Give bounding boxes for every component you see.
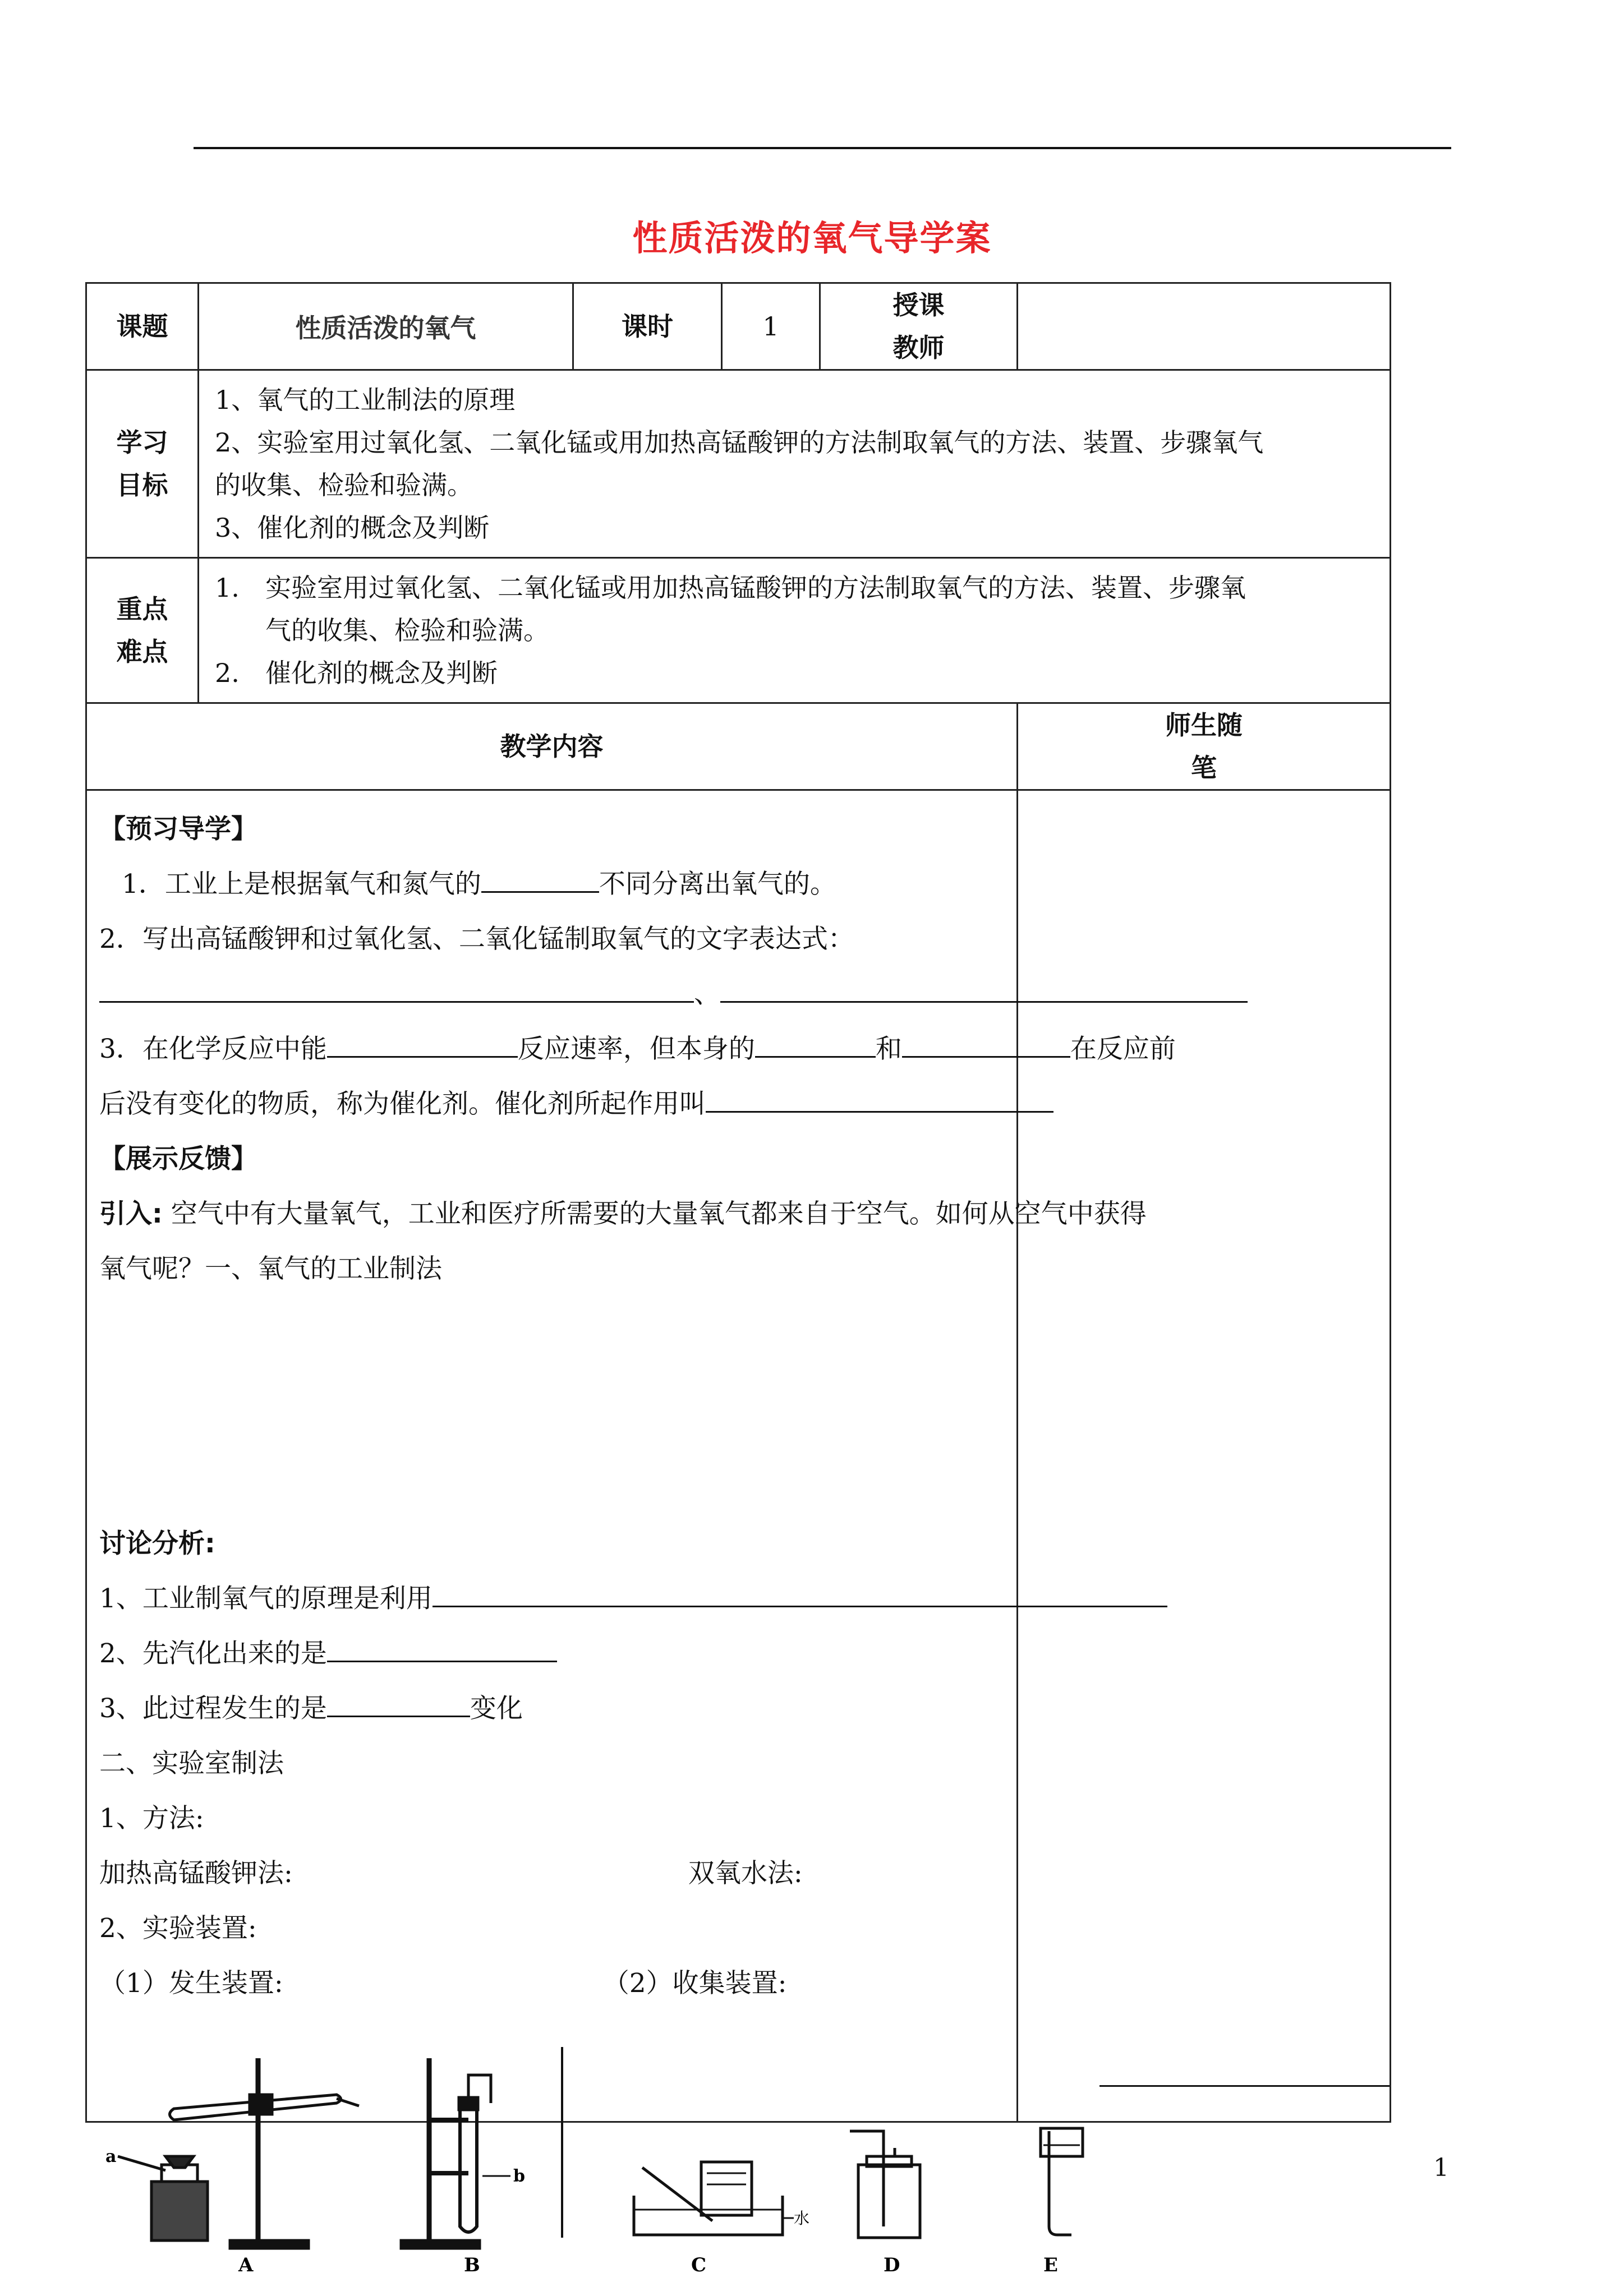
discuss-item-3 bbox=[99, 1681, 1003, 1736]
method-kmno4: 加热高锰酸钾法: bbox=[99, 1858, 293, 1889]
question-2: 2．写出高锰酸钾和过氧化氢、二氧化锰制取氧气的文字表达式： bbox=[99, 924, 854, 955]
apparatus-d bbox=[850, 2131, 920, 2238]
label-water: 水 bbox=[794, 2209, 810, 2228]
separator: 、 bbox=[694, 979, 720, 1009]
key-points-label-line2: 难点 bbox=[116, 637, 168, 667]
teacher-label bbox=[820, 283, 1018, 370]
notes-label-line1: 师生随 bbox=[1165, 710, 1243, 740]
document-title: 性质活泼的氧气导学案 bbox=[632, 218, 992, 259]
methods-row bbox=[99, 1846, 1003, 1901]
period-value: 1 bbox=[722, 283, 820, 370]
goal-item: 1、氧气的工业制法的原理 bbox=[215, 385, 516, 415]
question-3-part-d: 在反应前 bbox=[1070, 1034, 1176, 1064]
question-3-line2-text: 后没有变化的物质，称为催化剂。催化剂所起作用叫 bbox=[99, 1089, 706, 1119]
answer-blank[interactable] bbox=[481, 869, 599, 893]
teacher-label-line1: 授课 bbox=[892, 290, 945, 320]
teacher-value bbox=[1018, 283, 1391, 370]
label-b: b bbox=[513, 2166, 525, 2186]
teacher-label-line2: 教师 bbox=[892, 333, 945, 363]
caption-b: B bbox=[464, 2254, 480, 2276]
key-points-row bbox=[86, 558, 1391, 703]
content-row bbox=[86, 790, 1391, 2122]
intro-text: 空气中有大量氧气，工业和医疗所需要的大量氧气都来自于空气。如何从空气中获得 bbox=[162, 1198, 1147, 1229]
key-points-list bbox=[199, 558, 1391, 703]
key-points-label-line1: 重点 bbox=[116, 594, 168, 624]
answer-blank[interactable] bbox=[327, 1638, 557, 1662]
intro-paragraph bbox=[99, 1187, 1147, 1242]
lesson-plan-table bbox=[85, 282, 1391, 2123]
discuss-item-1-text: 1、工业制氧气的原理是利用 bbox=[99, 1583, 433, 1614]
caption-a: A bbox=[238, 2254, 254, 2276]
answer-blank[interactable] bbox=[720, 979, 1248, 1003]
question-3-part-c: 和 bbox=[875, 1034, 902, 1064]
apparatus-a bbox=[118, 2058, 359, 2248]
question-1 bbox=[99, 857, 1003, 912]
question-3-line2 bbox=[99, 1077, 1003, 1132]
apparatus-figure bbox=[95, 2041, 1161, 2277]
topic-label: 课题 bbox=[86, 283, 199, 370]
answer-blank[interactable] bbox=[327, 1693, 470, 1717]
teaching-content bbox=[86, 790, 1176, 2122]
key-point-text: 催化剂的概念及判断 bbox=[265, 658, 498, 688]
blank-space bbox=[99, 1297, 1003, 1516]
discuss-item-2-text: 2、先汽化出来的是 bbox=[99, 1638, 327, 1669]
notes-label bbox=[1018, 703, 1391, 790]
topic-value: 性质活泼的氧气 bbox=[199, 283, 573, 370]
answer-blank[interactable] bbox=[902, 1034, 1070, 1058]
method-heading: 1、方法: bbox=[99, 1803, 204, 1834]
intro-label: 引入: bbox=[99, 1198, 163, 1229]
header-row bbox=[86, 283, 1391, 370]
answer-blank[interactable] bbox=[327, 1034, 518, 1058]
generator-label: （1）发生装置: bbox=[99, 1968, 283, 1999]
caption-c: C bbox=[691, 2254, 707, 2276]
goals-label bbox=[86, 370, 199, 558]
apparatus-heading: 2、实验装置: bbox=[99, 1913, 257, 1944]
apparatus-b bbox=[401, 2058, 510, 2248]
discuss-item-1 bbox=[99, 1571, 1003, 1626]
key-point-item bbox=[215, 566, 1376, 609]
key-point-number: 1. bbox=[215, 573, 240, 603]
discuss-item-2 bbox=[99, 1626, 1003, 1681]
intro-line2: 氧气呢？一、氧气的工业制法 bbox=[99, 1253, 442, 1284]
page-number: 1 bbox=[1433, 2154, 1449, 2182]
key-point-continuation: 气的收集、检验和验满。 bbox=[265, 615, 549, 646]
goals-label-line1: 学习 bbox=[116, 427, 168, 458]
key-point-item bbox=[215, 652, 1376, 694]
preview-heading: 【预习导学】 bbox=[99, 814, 257, 845]
label-a: a bbox=[105, 2147, 117, 2166]
goals-row bbox=[86, 370, 1391, 558]
question-3-part-b: 反应速率，但本身的 bbox=[517, 1034, 755, 1064]
apparatus-row bbox=[99, 1956, 1003, 2011]
goal-item: 的收集、检验和验满。 bbox=[215, 470, 473, 500]
question-1-tail: 不同分离出氧气的。 bbox=[599, 869, 836, 900]
question-2-answers bbox=[99, 967, 1003, 1022]
question-1-text: 1．工业上是根据氧气和氮气的 bbox=[122, 869, 481, 900]
key-point-number: 2. bbox=[215, 658, 240, 688]
goal-item: 2、实验室用过氧化氢、二氧化锰或用加热高锰酸钾的方法制取氧气的方法、装置、步骤氧气 bbox=[215, 427, 1264, 458]
caption-e: E bbox=[1043, 2254, 1058, 2276]
method-h2o2: 双氧水法: bbox=[688, 1858, 803, 1889]
question-3 bbox=[99, 1022, 1176, 1077]
goals-list bbox=[199, 370, 1391, 558]
discuss-item-3-tail: 变化 bbox=[470, 1693, 523, 1724]
discuss-heading: 讨论分析: bbox=[99, 1528, 215, 1559]
discuss-item-3-text: 3、此过程发生的是 bbox=[99, 1693, 327, 1724]
lab-heading: 二、实验室制法 bbox=[99, 1748, 284, 1779]
apparatus-c bbox=[634, 2162, 794, 2235]
answer-blank[interactable] bbox=[433, 1583, 1167, 1607]
key-points-label bbox=[86, 558, 199, 703]
notes-label-line2: 笔 bbox=[1191, 753, 1217, 783]
goal-item: 3、催化剂的概念及判断 bbox=[215, 513, 490, 543]
feedback-heading: 【展示反馈】 bbox=[99, 1144, 257, 1174]
goals-label-line2: 目标 bbox=[116, 470, 168, 500]
caption-d: D bbox=[884, 2254, 900, 2276]
apparatus-e bbox=[1041, 2128, 1083, 2235]
answer-blank[interactable] bbox=[99, 979, 694, 1003]
collector-label: （2）收集装置: bbox=[602, 1968, 787, 1999]
key-point-text: 实验室用过氧化氢、二氧化锰或用加热高锰酸钾的方法制取氧气的方法、装置、步骤氧 bbox=[265, 573, 1246, 603]
answer-blank[interactable] bbox=[755, 1034, 876, 1058]
answer-blank[interactable] bbox=[706, 1089, 1053, 1113]
period-label: 课时 bbox=[573, 283, 722, 370]
content-label: 教学内容 bbox=[86, 703, 1018, 790]
header-rule bbox=[194, 147, 1451, 149]
question-3-part-a: 3．在化学反应中能 bbox=[99, 1034, 327, 1064]
content-header-row bbox=[86, 703, 1391, 790]
